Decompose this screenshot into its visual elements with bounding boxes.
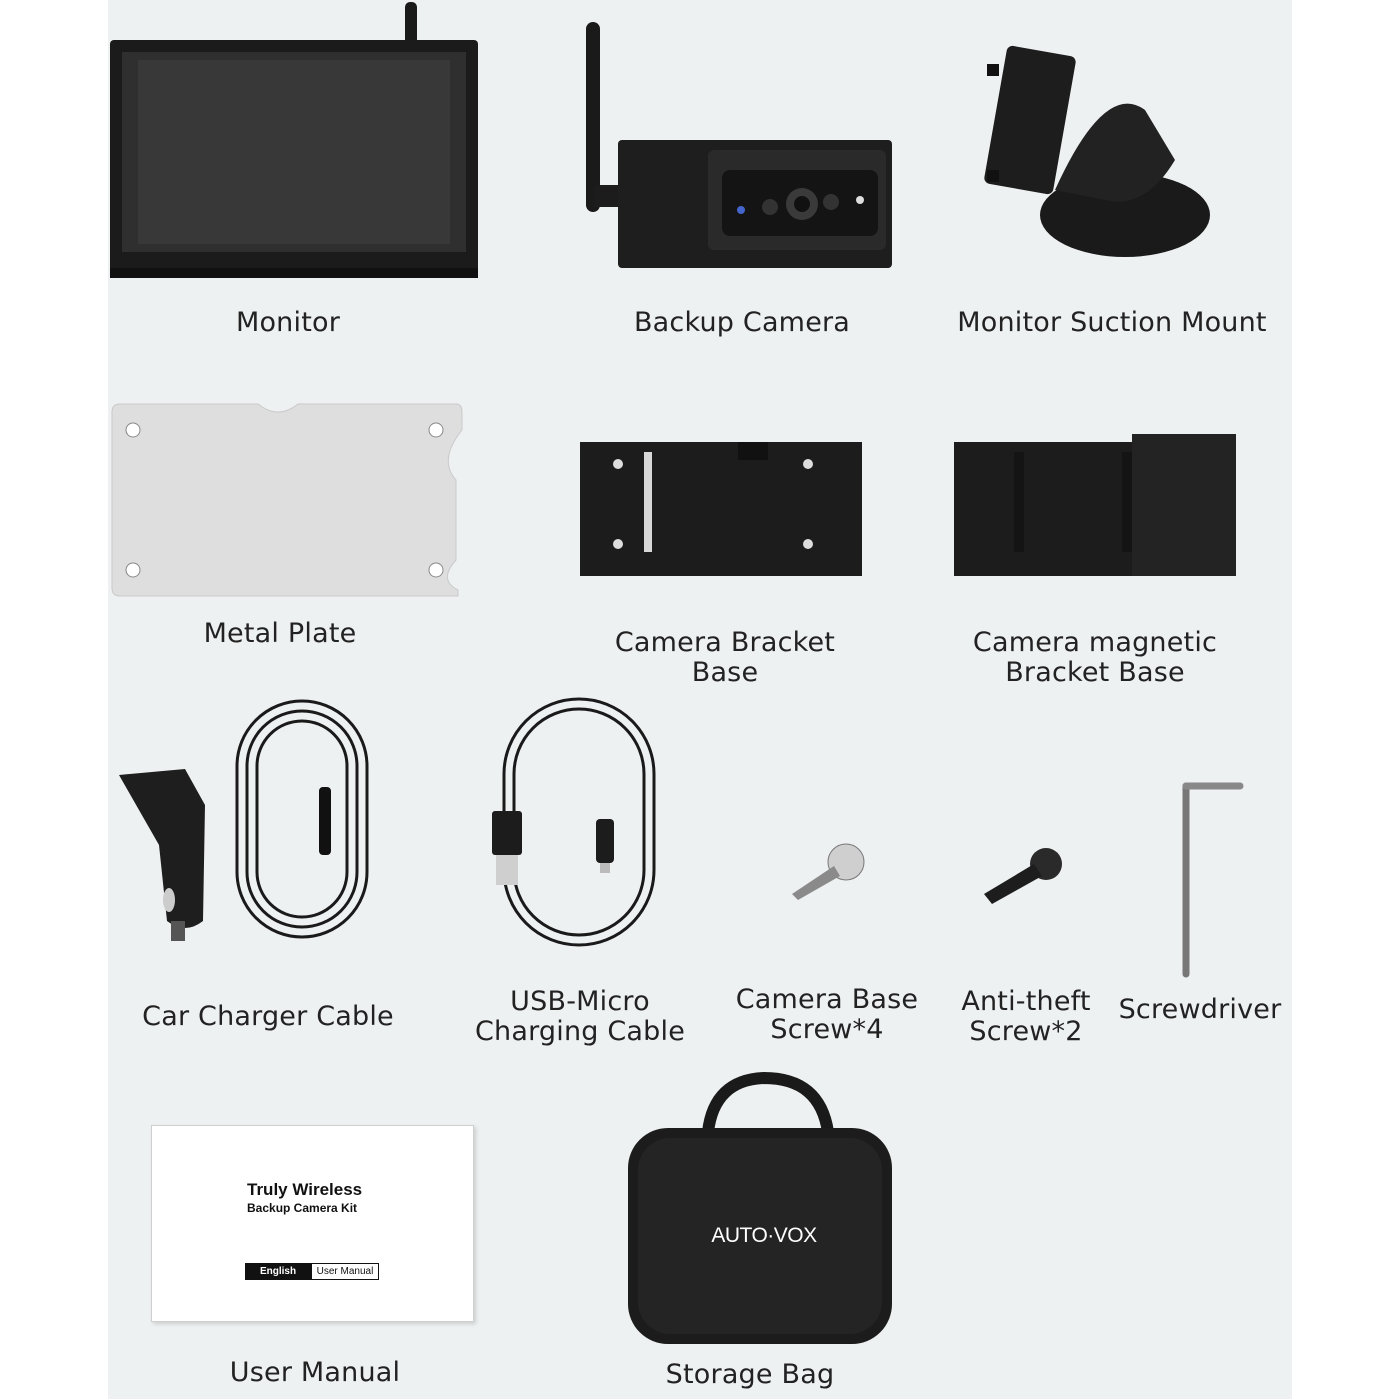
base-screw-image (788, 842, 868, 902)
bracket-base-label: Camera Bracket Base (614, 627, 836, 688)
suction-mount-image (985, 40, 1225, 265)
antitheft-screw-label: Anti-theft Screw*2 (961, 986, 1091, 1047)
monitor-label: Monitor (235, 307, 341, 338)
manual-title: Truly Wireless (247, 1180, 363, 1199)
metal-plate-label: Metal Plate (203, 618, 357, 649)
usb-cable-label: USB-Micro Charging Cable (474, 986, 686, 1047)
screwdriver-label: Screwdriver (1118, 994, 1282, 1025)
screwdriver-image (1178, 780, 1248, 980)
user-manual-label: User Manual (229, 1357, 401, 1388)
monitor-image (108, 0, 480, 290)
backup-camera-image (580, 20, 900, 270)
suction-mount-label: Monitor Suction Mount (957, 307, 1267, 338)
storage-bag-label: Storage Bag (665, 1359, 835, 1390)
usb-cable-image (490, 695, 660, 950)
user-manual-image (151, 1125, 474, 1322)
manual-type-tab: User Manual (311, 1263, 379, 1280)
antitheft-screw-image (980, 846, 1068, 906)
bracket-base-image (578, 440, 864, 580)
magnetic-base-label: Camera magnetic Bracket Base (972, 627, 1218, 688)
manual-lang-tab: English (245, 1263, 311, 1280)
backup-camera-label: Backup Camera (633, 307, 851, 338)
car-charger-image (115, 695, 377, 945)
magnetic-base-image (952, 432, 1238, 578)
manual-subtitle: Backup Camera Kit (247, 1201, 358, 1215)
metal-plate-image (108, 400, 464, 600)
storage-bag-image (624, 1072, 896, 1352)
bag-brand-logo: AUTO·VOX (711, 1224, 817, 1247)
car-charger-label: Car Charger Cable (142, 1001, 394, 1032)
base-screw-label: Camera Base Screw*4 (735, 984, 919, 1045)
